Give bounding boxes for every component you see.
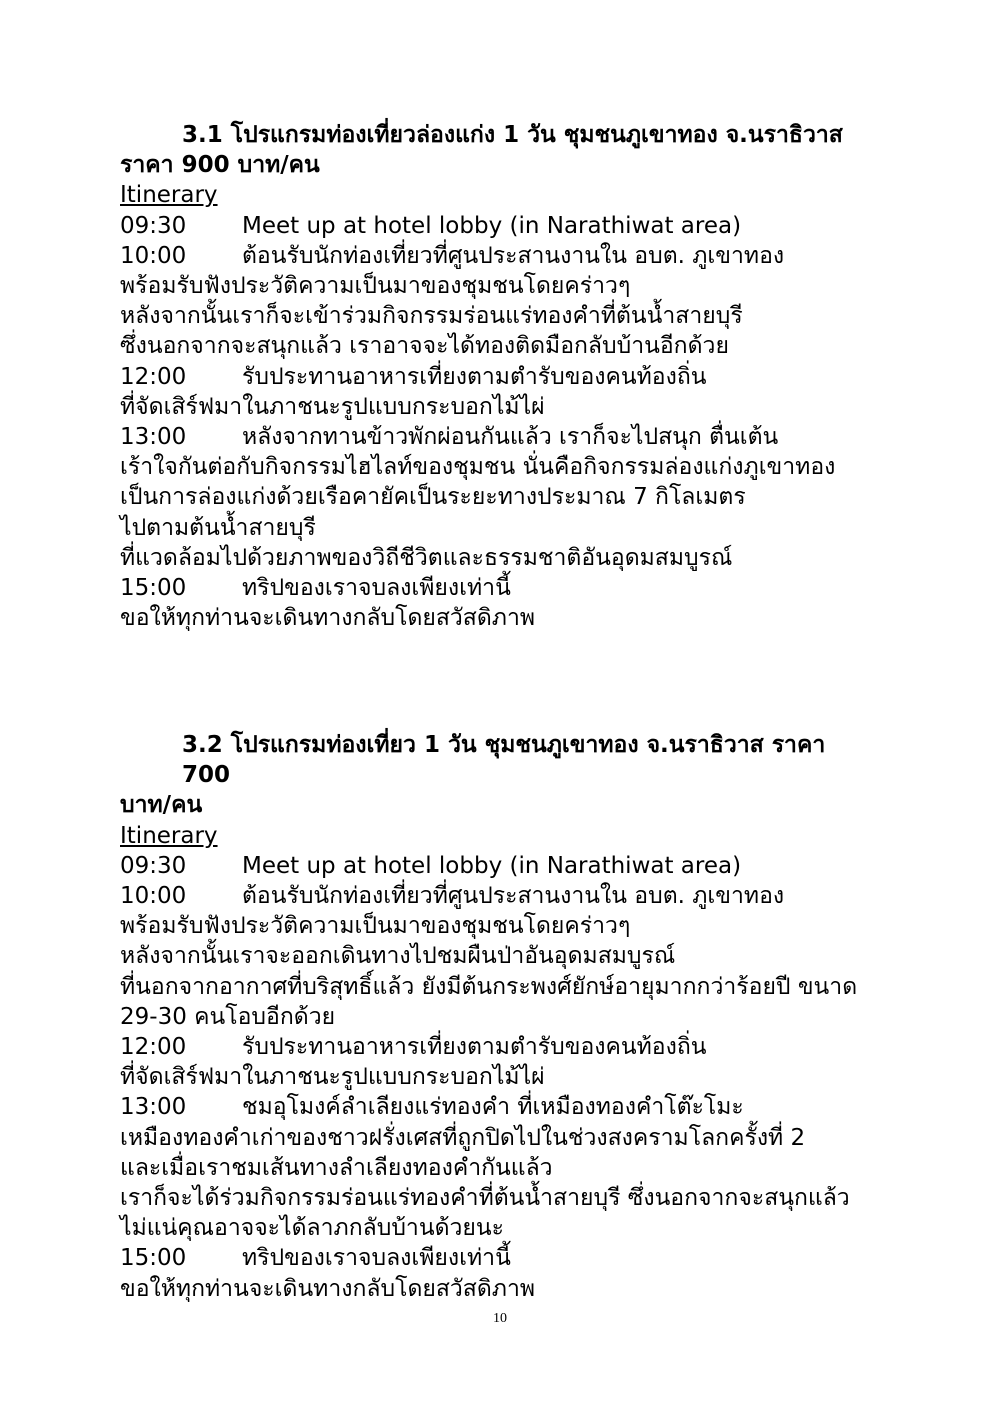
itinerary-line [120,1274,880,1304]
itinerary-text: ต้อนรับนักท่องเที่ยวที่ศูนประสานงานใน อบต. ภูเขาทอง [242,242,785,269]
itinerary-line [120,241,880,271]
itinerary-text: เร้าใจกันต่อกับกิจกรรมไฮไลท์ของชุมชน นั่นคือกิจกรรมล่องแก่งภูเขาทอง [120,454,836,481]
tour-program-section-2 [120,730,880,1304]
itinerary-time: 09:30 [120,852,187,879]
program-title [120,120,880,180]
itinerary-time: 15:00 [120,1245,187,1272]
itinerary-heading: Itinerary [120,182,218,209]
itinerary-text: ที่จัดเสิร์ฟมาในภาชนะรูปแบบกระบอกไม้ไผ่ [120,1064,545,1091]
itinerary-line [120,543,880,573]
itinerary-text: หลังจากนั้นเราจะออกเดินทางไปชมผืนป่าอันอุดมสมบูรณ์ [120,943,676,970]
itinerary-line [120,331,880,361]
itinerary-line [120,1092,880,1122]
itinerary-line [120,513,880,543]
itinerary-text: ชมอุโมงค์ลำเลียงแร่ทองคำ ที่เหมืองทองคำโต๊ะโมะ [242,1094,744,1121]
page-number: 10 [493,1311,507,1326]
itinerary-line [120,941,880,971]
itinerary-line [120,362,880,392]
itinerary-text: 29-30 คนโอบอีกด้วย [120,1003,336,1030]
itinerary-text: ที่จัดเสิร์ฟมาในภาชนะรูปแบบกระบอกไม้ไผ่ [120,393,545,420]
itinerary-text: เหมืองทองคำเก่าของชาวฝรั่งเศสที่ถูกปิดไปในช่วงสงครามโลกครั้งที่ 2 [120,1124,806,1151]
itinerary-time: 10:00 [120,883,187,910]
itinerary-line [120,851,880,881]
program-title [120,730,880,821]
itinerary-text: ขอให้ทุกท่านจะเดินทางกลับโดยสวัสดิภาพ [120,605,536,632]
itinerary-text: ที่นอกจากอากาศที่บริสุทธิ์แล้ว ยังมีต้นกระพงศ์ยักษ์อายุมากกว่าร้อยปี ขนาด [120,973,858,1000]
itinerary-time: 13:00 [120,424,187,451]
itinerary-text: และเมื่อเราชมเส้นทางลำเลียงทองคำกันแล้ว [120,1154,553,1181]
program-title-line-1: 3.1 โปรแกรมท่องเที่ยวล่องแก่ง 1 วัน ชุมชนภูเขาทอง จ.นราธิวาส [182,122,843,148]
itinerary-line [120,1123,880,1153]
itinerary-text: พร้อมรับฟังประวัติความเป็นมาของชุมชนโดยคร่าวๆ [120,273,631,300]
itinerary-time: 12:00 [120,363,187,390]
itinerary-line [120,1062,880,1092]
itinerary-line [120,1153,880,1183]
itinerary-lines [120,851,880,1304]
itinerary-text: เราก็จะได้ร่วมกิจกรรมร่อนแร่ทองคำที่ต้นน้ำสายบุรี ซึ่งนอกจากจะสนุกแล้ว [120,1185,850,1212]
itinerary-text: เป็นการล่องแก่งด้วยเรือคายัคเป็นระยะทางประมาณ 7 กิโลเมตร [120,484,746,511]
itinerary-text: ไม่แน่คุณอาจจะได้ลาภกลับบ้านด้วยนะ [120,1215,504,1242]
itinerary-line [120,1183,880,1213]
itinerary-line [120,271,880,301]
itinerary-time: 09:30 [120,212,187,239]
itinerary-line [120,301,880,331]
itinerary-text: ทริปของเราจบลงเพียงเท่านี้ [242,1245,511,1272]
itinerary-time: 13:00 [120,1094,187,1121]
itinerary-time: 10:00 [120,242,187,269]
itinerary-text: Meet up at hotel lobby (in Narathiwat area) [242,852,742,879]
itinerary-text: ต้อนรับนักท่องเที่ยวที่ศูนประสานงานใน อบต. ภูเขาทอง [242,883,785,910]
itinerary-line [120,1213,880,1243]
itinerary-text: รับประทานอาหารเที่ยงตามตำรับของคนท้องถิ่น [242,1034,707,1061]
itinerary-line [120,1243,880,1273]
itinerary-text: ที่แวดล้อมไปด้วยภาพของวิถีชีวิตและธรรมชาติอันอุดมสมบูรณ์ [120,544,733,571]
itinerary-line [120,392,880,422]
itinerary-text: Meet up at hotel lobby (in Narathiwat area) [242,212,742,239]
itinerary-line [120,211,880,241]
itinerary-time: 15:00 [120,575,187,602]
itinerary-heading: Itinerary [120,822,218,849]
program-title-line-1: 3.2 โปรแกรมท่องเที่ยว 1 วัน ชุมชนภูเขาทอง จ.นราธิวาส ราคา 700 [182,732,826,789]
itinerary-line [120,573,880,603]
itinerary-line [120,603,880,633]
itinerary-text: ขอให้ทุกท่านจะเดินทางกลับโดยสวัสดิภาพ [120,1275,536,1302]
itinerary-text: ไปตามต้นน้ำสายบุรี [120,514,316,541]
itinerary-line [120,972,880,1002]
itinerary-line [120,1002,880,1032]
itinerary-line [120,911,880,941]
itinerary-line [120,1032,880,1062]
itinerary-line [120,482,880,512]
program-price-line: ราคา 900 บาท/คน [120,152,320,179]
itinerary-time: 12:00 [120,1034,187,1061]
program-price-line: บาท/คน [120,792,203,819]
itinerary-text: รับประทานอาหารเที่ยงตามตำรับของคนท้องถิ่น [242,363,707,390]
itinerary-lines [120,211,880,634]
itinerary-text: หลังจากทานข้าวพักผ่อนกันแล้ว เราก็จะไปสนุก ตื่นเต้น [242,424,779,451]
itinerary-line [120,422,880,452]
itinerary-text: พร้อมรับฟังประวัติความเป็นมาของชุมชนโดยคร่าวๆ [120,913,631,940]
itinerary-line [120,881,880,911]
itinerary-text: ทริปของเราจบลงเพียงเท่านี้ [242,575,511,602]
itinerary-line [120,452,880,482]
tour-program-section-1 [120,120,880,633]
itinerary-text: หลังจากนั้นเราก็จะเข้าร่วมกิจกรรมร่อนแร่ทองคำที่ต้นน้ำสายบุรี [120,303,743,330]
itinerary-text: ซึ่งนอกจากจะสนุกแล้ว เราอาจจะได้ทองติดมือกลับบ้านอีกด้วย [120,333,729,360]
